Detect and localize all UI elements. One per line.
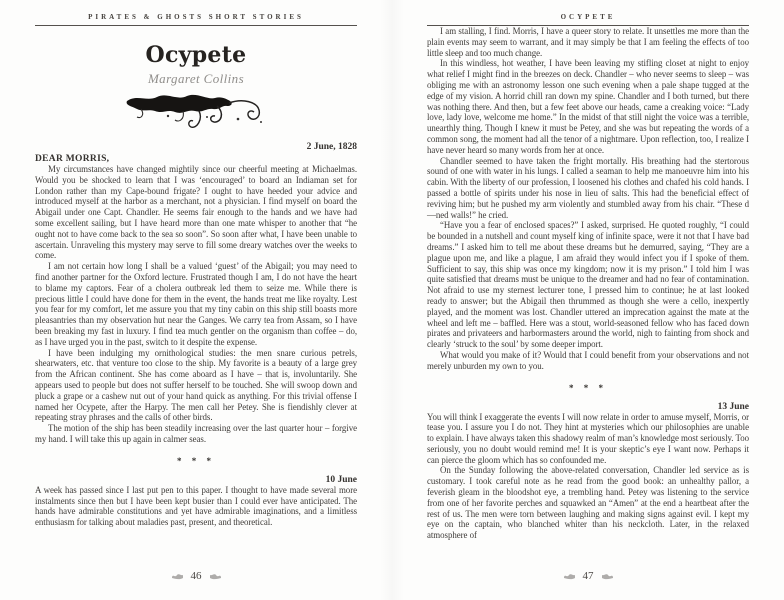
folio-ornament-left-icon bbox=[171, 573, 184, 580]
running-head: PIRATES & GHOSTS SHORT STORIES bbox=[88, 13, 304, 21]
section-separator: * * * bbox=[177, 455, 215, 466]
body-paragraph: I have been indulging my ornithological studies: the men snare curious petrels, shearwaters, etc. that venture too close to the ship. My favorite is a beauty of a large grey from the African continent. She has come aboard as I have – that is, involuntarily. She appears used to people but does not suffer herself to be touched. She will swoop down and pluck a grape or a cashew nut out of your hand quick as anything. For this trivial offense I named her Ocypete, after the Harpy. The men call her Petey. She is fiendishly clever at repeating stray phrases and the calls of other birds. bbox=[35, 347, 357, 423]
page-number: 46 bbox=[190, 570, 202, 582]
body-paragraph: I am not certain how long I shall be a valued ‘guest’ of the Abigail; you may need to find another partner for the Oxford lecture. Frustrated though I am, I do not have the heart to blame my captors. Fear of a cholera outbreak led them to seize me. While there is precious little I could have done for them in the event, the hands treat me like royalty. Lest you fear for my comfort, let me assure you that my tiny cabin on this ship still boasts more pleasantries than my observation hut near the Ganges. We carry tea from Assam, so I have been breaking my fast in luxury. I find tea much gentler on the organism than coffee – do, as I have urged you in the past, switch to it despite the expense. bbox=[35, 261, 357, 347]
right-page bbox=[392, 0, 784, 600]
body-paragraph: I am stalling, I find. Morris, I have a queer story to relate. It unsettles me more than the plain events may seem to warrant, and it may simply be that I am feeling the effects of too little sleep and too much change. bbox=[427, 26, 749, 58]
right-page-column bbox=[427, 0, 749, 541]
letter-date-first: 2 June, 1828 bbox=[306, 142, 357, 152]
body-paragraph: “Have you a fear of enclosed spaces?” I asked, surprised. He quoted roughly, “I could be bounded in a nutshell and count myself king of infinite space, were it not that I have bad dreams.” I asked him to tell me about these dreams but he demurred, saying, “They are a plague upon me, and like a plague, I am afraid they would infect you if I spoke of them. Sufficient to say, this ship was once my kingdom; now it is my prison.” I told him I was quite satisfied that dreams must be unique to the dreamer and had no fear of contamination. Not afraid to use my sternest lecturer tone, I pressed him to continue; he at last looked ready to answer; but the Abigail then thrummed as though she were a cello, inexpertly played, and the moment was lost. Chandler uttered an imprecation against the mate at the wheel and left me – baffled. Here was a stout, world-seasoned fellow who has faced down pirates and privateers and harbormasters around the world, nigh to fainting from shock and clearly ‘struck to the soul’ by some deeper import. bbox=[427, 220, 749, 350]
page-folio-left bbox=[0, 570, 392, 582]
salutation: DEAR MORRIS, bbox=[35, 154, 110, 164]
letter-date: 13 June bbox=[717, 401, 749, 412]
story-author: Margaret Collins bbox=[147, 71, 245, 86]
folio-ornament-left-icon bbox=[563, 573, 576, 580]
folio-ornament-right-icon bbox=[601, 573, 614, 580]
body-paragraph: You will think I exaggerate the events I will now relate in order to amuse myself, Morris, or tease you. I assure you I do not. They hint at mysteries which our philosophies are unable to explain. I have always taken this shadowy realm of man’s knowledge most seriously. Too seriously, you no doubt would remind me! It is your skeptic’s eye I want now. Perhaps it can pierce the gloom which has so confounded me. bbox=[427, 411, 750, 465]
folio-ornament-right-icon bbox=[209, 573, 222, 580]
page-folio-right bbox=[392, 570, 784, 582]
body-paragraph: Chandler seemed to have taken the fright mortally. His breathing had the stertorous sound of one with water in his lungs. I called a seaman to help me manoeuvre him into his cabin. With the liberty of our profession, I loosened his clothes and chafed his cold hands. I passed a bottle of spirits under his nose in lieu of salts. This had the beneficial effect of reviving him; but he pushed my arm violently and stumbled away from his chair. “These d—ned walls!” he cried. bbox=[427, 155, 749, 220]
letter-date-second: 10 June bbox=[325, 474, 357, 485]
body-paragraph: The motion of the ship has been steadily increasing over the last quarter hour – forgive my hand. I will take this up again in calmer seas. bbox=[35, 423, 357, 444]
running-head: OCYPETE bbox=[560, 13, 616, 21]
header-rule bbox=[35, 25, 357, 26]
body-paragraph: A week has passed since I last put pen to this paper. I thought to have made several more instalments since then but I have been kept busier than I could ever have anticipated. The hands have admirable constitutions and yet have admirable imaginations, and a limitless enthusiasm for talking about maladies past, present, and theoretical. bbox=[35, 484, 357, 528]
left-page-column bbox=[35, 0, 357, 528]
flourish-ornament bbox=[35, 89, 357, 137]
story-title: Ocypete bbox=[145, 42, 247, 68]
body-paragraph: What would you make of it? Would that I could benefit from your observations and not merely unburden my own to you. bbox=[427, 349, 749, 371]
section-separator: * * * bbox=[569, 382, 607, 393]
body-paragraph: In this windless, hot weather, I have been leaving my stifling closet at night to enjoy what relief I might find in the breezes on deck. Chandler – who never seems to sleep – was obliging me with an astronomy lesson one such evening when a pale shape tugged at the edge of my vision. A horrid chill ran down my spine. Chandler and I both turned, but there was nothing there. And then, but a few feet above our heads, came a creaking voice: “Lady love, lady love, welcome me home.” In the midst of that still night the voice was a terrible, unearthly thing. Though I knew it must be Petey, and she was but repeating the words of a common song, the moment had all the tenor of a nightmare. Upon reflection, too, I realize I have never heard so many words from her at once. bbox=[427, 58, 749, 155]
body-paragraph: My circumstances have changed mightily since our cheerful meeting at Michaelmas. Would you be shocked to learn that I was ‘encouraged’ to board an Indiaman set for London rather than my Cape-bound frigate? I ought to have heeded your advice and introduced myself at the harbor as a merchant, not a physician. I find myself on board the Abigail under one Capt. Chandler. He seems fair enough to the hands and we have had some excellent sailing, but I have heard more than one mate whisper to another that “he ought not to have come back to the sea so soon”. So soon after what, I have been unable to ascertain. Unraveling this mystery may serve to fill some dreary watches over the weeks to come. bbox=[35, 164, 357, 261]
body-paragraph: On the Sunday following the above-related conversation, Chandler led service as is customary. I took careful note as he read from the good book: an unhealthy pallor, a feverish gleam in the bloodshot eye, a trembling hand. Petey was listening to the service from one of her favorite perches and squawked an “Amen” at the end a heartbeat after the rest of us. The men were torn between laughing and making signs against evil. I kept my eye on the captain, who blanched whiter than his neckcloth. Later, in the relaxed atmosphere of bbox=[427, 465, 749, 541]
page-number: 47 bbox=[582, 570, 594, 582]
